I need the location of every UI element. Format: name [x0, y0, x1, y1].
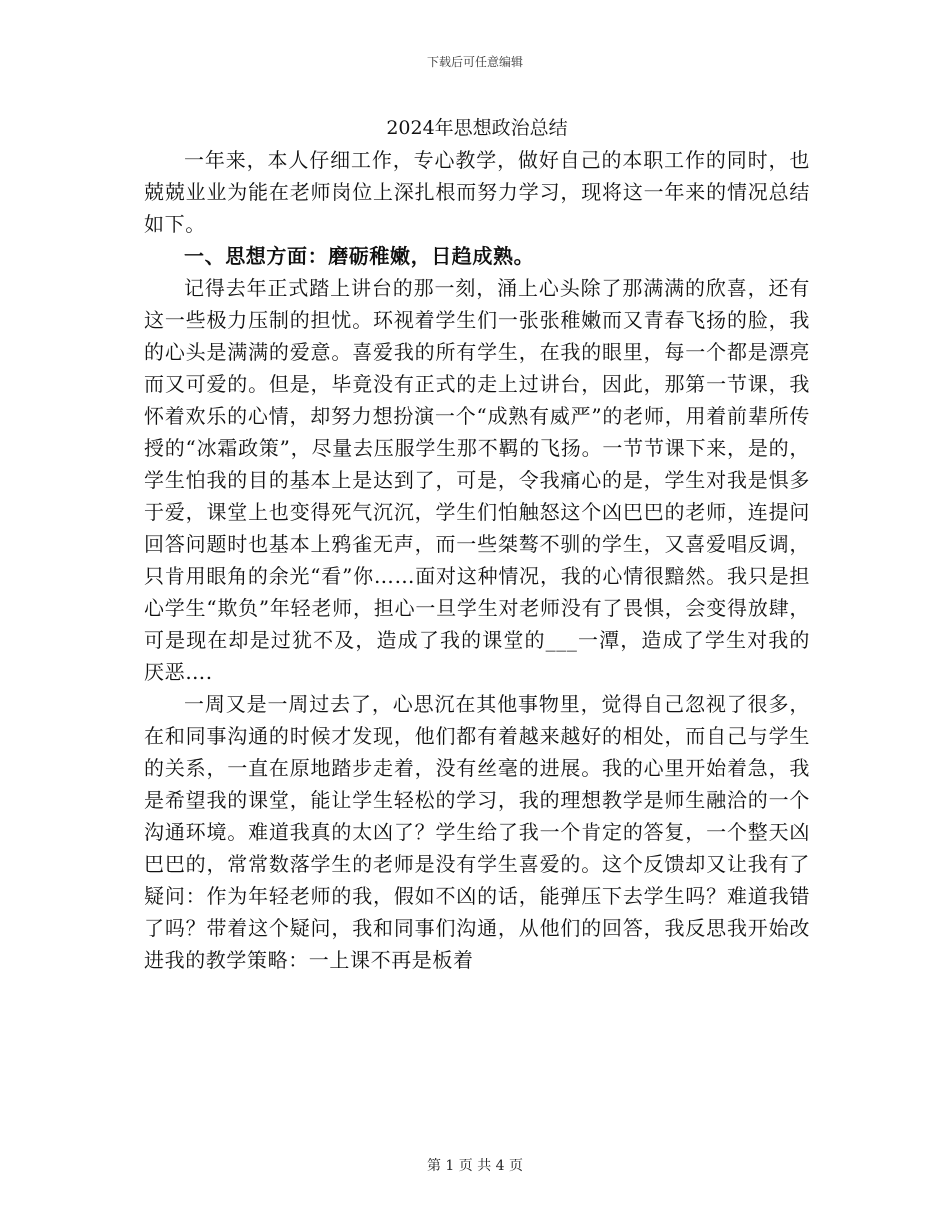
document-title: 2024年思想政治总结	[386, 117, 568, 139]
document-body	[144, 112, 810, 976]
page-number-footer: 第 1 页 共 4 页	[426, 1158, 524, 1174]
body-paragraph-2: 一周又是一周过去了，心思沉在其他事物里，觉得自己忽视了很多，在和同事沟通的时候才发现，他们都有着越来越好的相处，而自己与学生的关系，一直在原地踏步走着，没有丝毫的进展。我的心里开始着急，我是希望我的课堂，能让学生轻松的学习，我的理想教学是师生融洽的一个沟通环境。难道我真的太凶了？学生给了我一个肯定的答复，一个整天凶巴巴的，常常数落学生的老师是没有学生喜爱的。这个反馈却又让我有了疑问：作为年轻老师的我，假如不凶的话，能弹压下去学生吗？难道我错了吗？带着这个疑问，我和同事们沟通，从他们的回答，我反思我开始改进我的教学策略：一上课不再是板着	[144, 692, 810, 972]
page-header-note: 下载后可任意编辑	[426, 55, 523, 69]
intro-paragraph: 一年来，本人仔细工作，专心教学，做好自己的本职工作的同时，也兢兢业业为能在老师岗位上深扎根而努力学习，现将这一年来的情况总结如下。	[144, 148, 810, 236]
body-paragraph-1: 记得去年正式踏上讲台的那一刻，涌上心头除了那满满的欣喜，还有这一些极力压制的担忧。环视着学生们一张张稚嫩而又青春飞扬的脸，我的心头是满满的爱意。喜爱我的所有学生，在我的眼里，每一个都是漂亮而又可爱的。但是，毕竟没有正式的走上过讲台，因此，那第一节课，我怀着欢乐的心情，却努力想扮演一个“成熟有威严”的老师，用着前辈所传授的“冰霜政策”，尽量去压服学生那不羁的飞扬。一节节课下来，是的，学生怕我的目的基本上是达到了，可是，令我痛心的是，学生对我是惧多于爱，课堂上也变得死气沉沉，学生们怕触怒这个凶巴巴的老师，连提问回答问题时也基本上鸦雀无声，而一些桀骜不驯的学生，又喜爱唱反调，只肯用眼角的余光“看”你……面对这种情况，我的心情很黯然。我只是担心学生“欺负”年轻老师，担心一旦学生对老师没有了畏惧，会变得放肆，可是现在却是过犹不及，造成了我的课堂的___一潭，造成了学生对我的厌恶….	[144, 276, 810, 684]
section-heading-thought: 一、思想方面：磨砺稚嫩，日趋成熟。	[184, 244, 535, 268]
